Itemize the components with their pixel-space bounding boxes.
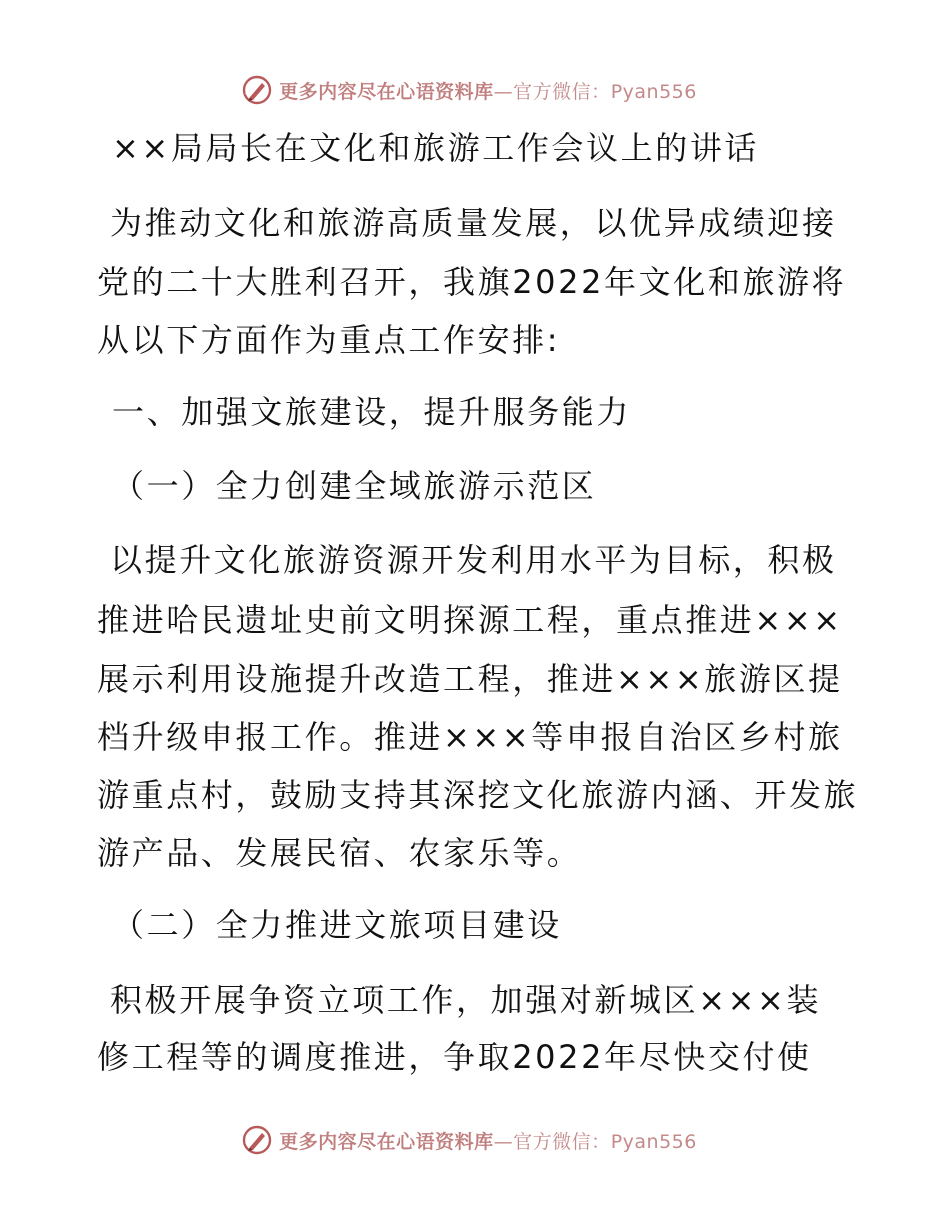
watermark-text [279, 1127, 697, 1154]
document-title: ××局局长在文化和旅游工作会议上的讲话 [112, 129, 760, 167]
paragraph-line: 积极开展争资立项工作，加强对新城区×××装 [110, 981, 822, 1019]
paragraph-line: 展示利用设施提升改造工程，推进×××旅游区提 [97, 660, 843, 698]
subsection-heading: （一）全力创建全域旅游示范区 [112, 467, 597, 505]
watermark-dash: — [493, 80, 514, 103]
paragraph-line: 游重点村，鼓励支持其深挖文化旅游内涵、开发旅 [97, 776, 859, 814]
watermark-banner-bottom [0, 1120, 950, 1160]
watermark-wechat-label: 官方微信： [513, 1130, 611, 1153]
watermark-site-text: 更多内容尽在心语资料库 [279, 1130, 494, 1153]
paragraph-line: 修工程等的调度推进，争取2022年尽快交付使 [97, 1038, 812, 1076]
watermark-wechat-id: Pyan556 [610, 80, 697, 103]
paragraph-line: 推进哈民遗址史前文明探源工程，重点推进××× [97, 601, 843, 639]
pen-logo-icon [241, 1124, 273, 1156]
paragraph-line: 为推动文化和旅游高质量发展，以优异成绩迎接 [110, 204, 837, 242]
watermark-dash: — [493, 1130, 514, 1153]
watermark-inner [241, 1124, 697, 1156]
paragraph-line: 游产品、发展民宿、农家乐等。 [97, 834, 582, 872]
watermark-wechat-id: Pyan556 [610, 1130, 697, 1153]
watermark-site-text: 更多内容尽在心语资料库 [279, 80, 494, 103]
paragraph-line: 党的二十大胜利召开，我旗2022年文化和旅游将 [97, 263, 847, 301]
watermark-wechat-label: 官方微信： [513, 80, 611, 103]
section-heading: 一、加强文旅建设，提升服务能力 [112, 393, 632, 431]
paragraph-line: 档升级申报工作。推进×××等申报自治区乡村旅 [97, 718, 843, 756]
paragraph-line: 从以下方面作为重点工作安排: [97, 321, 561, 359]
subsection-heading: （二）全力推进文旅项目建设 [112, 906, 562, 944]
paragraph-line: 以提升文化旅游资源开发利用水平为目标，积极 [110, 541, 837, 579]
